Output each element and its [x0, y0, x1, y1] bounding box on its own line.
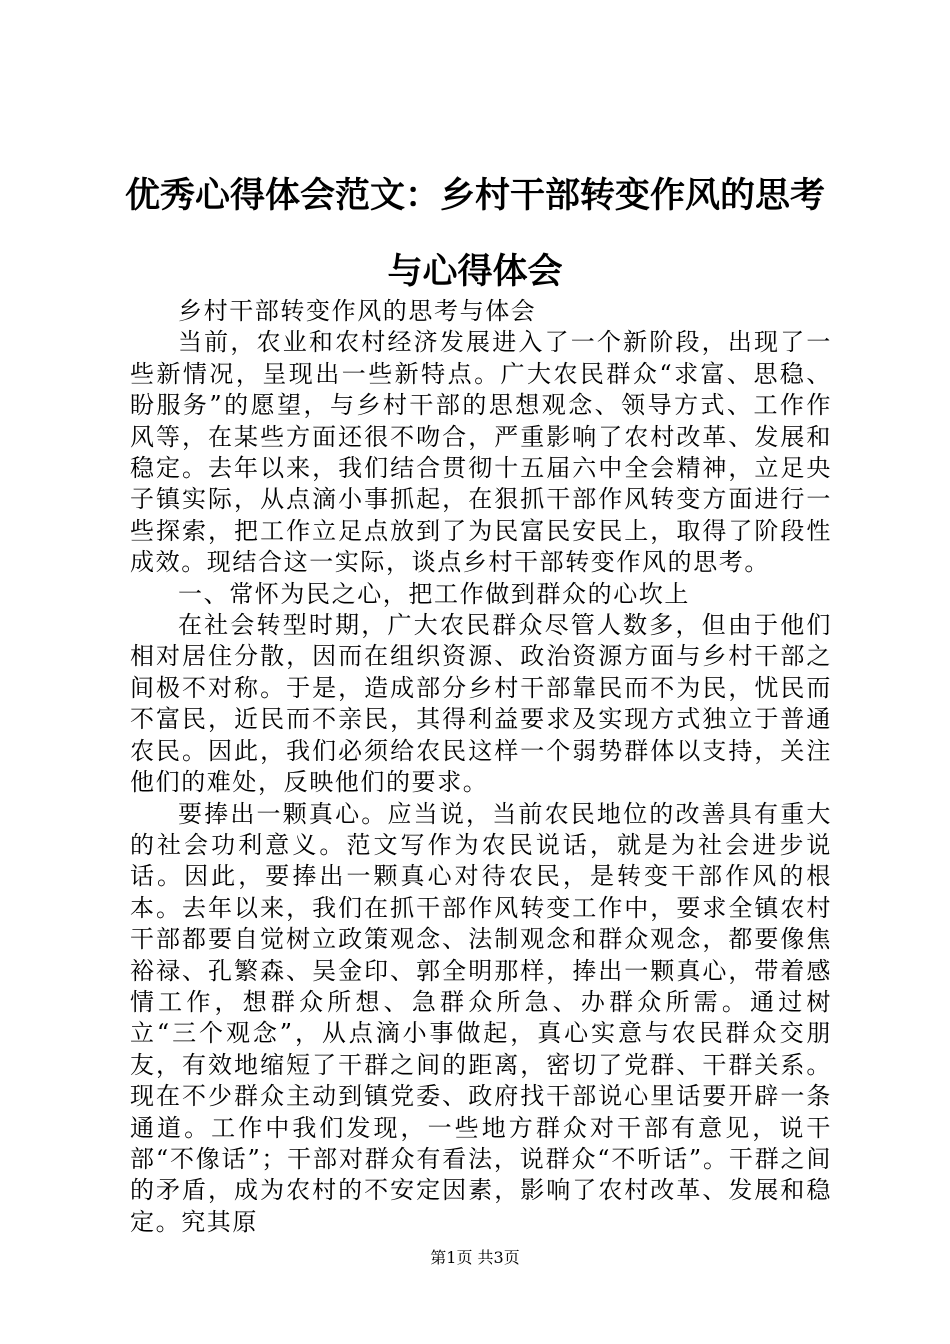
page-footer: 第1页 共3页: [430, 1248, 520, 1267]
paragraph-sincerity: 要捧出一颗真心。应当说，当前农民地位的改善具有重大的社会功利意义。范文写作为农民说话，就是为社会进步说话。因此，要捧出一颗真心对待农民，是转变干部作风的根本。去年以来，我们在抓干部作风转变工作中，要求全镇农村干部都要自觉树立政策观念、法制观念和群众观念，都要像焦裕禄、孔繁森、吴金印、郭全明那样，捧出一颗真心，带着感情工作，想群众所想、急群众所急、办群众所需。通过树立“三个观念”，从点滴小事做起，真心实意与农民群众交朋友，有效地缩短了干群之间的距离，密切了党群、干群关系。现在不少群众主动到镇党委、政府找干部说心里话要开辟一条通道。工作中我们发现，一些地方群众对干部有意见，说干部“不像话”；干部对群众有看法，说群众“不听话”。干群之间的矛盾，成为农村的不安定因素，影响了农村改革、发展和稳定。究其原: [130, 799, 832, 1236]
paragraph-intro: 当前，农业和农村经济发展进入了一个新阶段，出现了一些新情况，呈现出一些新特点。广大农民群众“求富、思稳、盼服务”的愿望，与乡村干部的思想观念、领导方式、工作作风等，在某些方面还很不吻合，严重影响了农村改革、发展和稳定。去年以来，我们结合贯彻十五届六中全会精神，立足央子镇实际，从点滴小事抓起，在狠抓干部作风转变方面进行一些探索，把工作立足点放到了为民富民安民上，取得了阶段性成效。现结合这一实际，谈点乡村干部转变作风的思考。: [130, 328, 832, 577]
document-title: 优秀心得体会范文：乡村干部转变作风的思考与心得体会: [124, 175, 825, 292]
document-body: [130, 296, 832, 1238]
section-heading-1: 一、常怀为民之心，把工作做到群众的心坎上: [178, 579, 690, 608]
paragraph-section-1: 在社会转型时期，广大农民群众尽管人数多，但由于他们相对居住分散，因而在组织资源、政治资源方面与乡村干部之间极不对称。于是，造成部分乡村干部靠民而不为民，忧民而不富民，近民而不亲民，其得利益要求及实现方式独立于普通农民。因此，我们必须给农民这样一个弱势群体以支持，关注他们的难处，反映他们的要求。: [130, 611, 832, 797]
paragraph-subtitle: 乡村干部转变作风的思考与体会: [178, 297, 537, 325]
